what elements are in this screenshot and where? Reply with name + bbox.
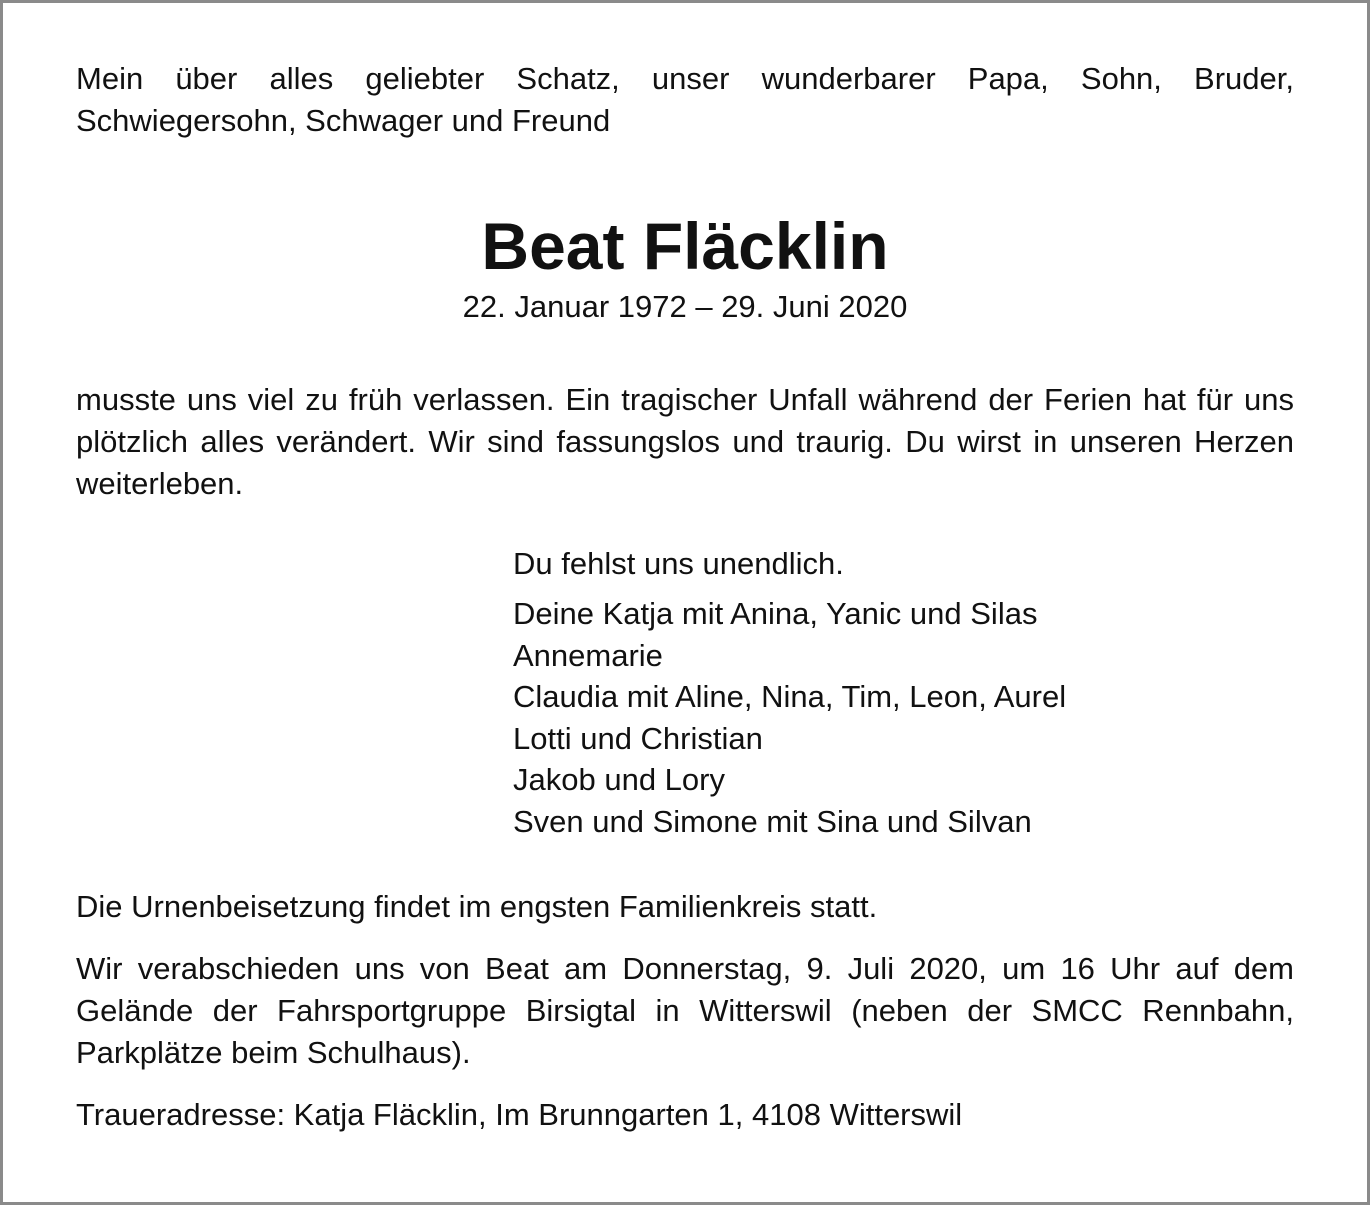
intro-text: Mein über alles geliebter Schatz, unser wunderbarer Papa, Sohn, Bruder, Schwiegersohn, Schwager und Freund <box>76 61 1294 138</box>
mourner-entry: Annemarie <box>513 637 663 673</box>
mourners-list <box>513 593 1294 842</box>
deceased-name: Beat Fläcklin <box>481 209 889 283</box>
mourner-entry: Claudia mit Aline, Nina, Tim, Leon, Aurel <box>513 679 1067 714</box>
mourning-address: Traueradresse: Katja Fläcklin, Im Brunngarten 1, 4108 Witterswil <box>76 1097 963 1132</box>
message-text: musste uns viel zu früh verlassen. Ein tragischer Unfall während der Ferien hat für uns plötzlich alles verändert. Wir sind fassungslos und traurig. Du wirst in unseren Herzen weiterleben. <box>76 382 1294 501</box>
mourner-entry: Jakob und Lory <box>513 762 725 797</box>
mourner-entry: Lotti und Christian <box>513 720 763 756</box>
signoff-block <box>513 543 1294 842</box>
mourner-entry: Deine Katja mit Anina, Yanic und Silas <box>513 596 1038 631</box>
farewell-notice: Wir verabschieden uns von Beat am Donnerstag, 9. Juli 2020, um 16 Uhr auf dem Gelände der Fahrsportgruppe Birsigtal in Witterswil (neben der SMCC Rennbahn, Parkplätze beim Schulhaus). <box>76 951 1294 1070</box>
burial-notice: Die Urnenbeisetzung findet im engsten Familienkreis statt. <box>76 889 878 924</box>
life-dates: 22. Januar 1972 – 29. Juni 2020 <box>462 289 908 324</box>
obituary-content <box>76 58 1294 1136</box>
signoff-tagline: Du fehlst uns unendlich. <box>513 546 844 581</box>
mourner-entry: Sven und Simone mit Sina und Silvan <box>513 803 1032 839</box>
